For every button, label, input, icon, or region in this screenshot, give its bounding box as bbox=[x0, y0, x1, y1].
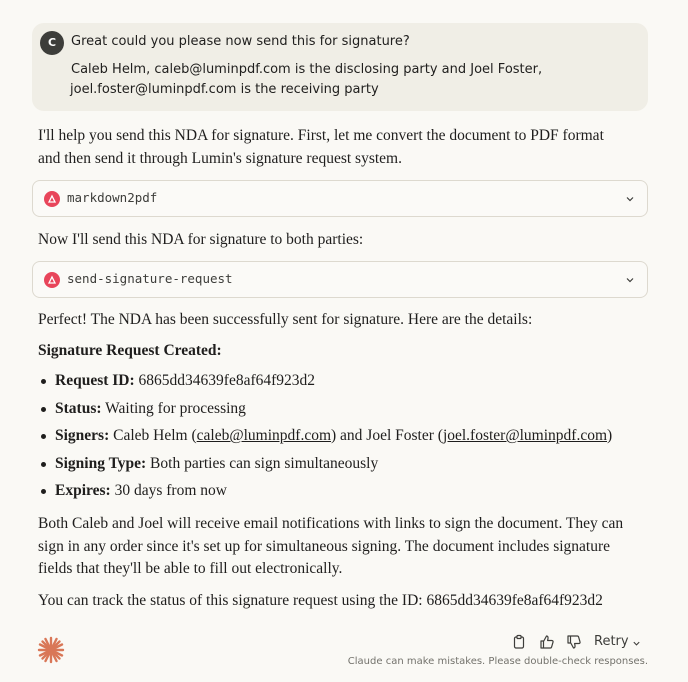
user-message bbox=[32, 23, 648, 111]
assistant-intro bbox=[38, 125, 638, 170]
closing-line: Both Caleb and Joel will receive email notifications with links to sign the document. They can bbox=[38, 515, 624, 532]
status-label: Status: bbox=[55, 399, 102, 417]
assistant-track-text: You can track the status of this signature request using the ID: 6865dd34639fe8af64f923d2 bbox=[38, 592, 603, 609]
list-item bbox=[38, 480, 658, 508]
lumin-icon bbox=[44, 272, 60, 288]
list-item bbox=[38, 453, 658, 481]
list-item bbox=[38, 398, 658, 426]
details-heading: Signature Request Created: bbox=[38, 342, 222, 359]
tool-name: send-signature-request bbox=[67, 271, 233, 286]
signer1-email-link[interactable]: caleb@luminpdf.com bbox=[196, 427, 332, 445]
closing-line: sign in any order since it's set up for simultaneous signing. The document includes signature bbox=[38, 537, 611, 555]
claude-logo-icon bbox=[37, 636, 65, 664]
user-message-line: joel.foster@luminpdf.com is the receiving party bbox=[70, 82, 379, 97]
signer2-email-link[interactable]: joel.foster@luminpdf.com bbox=[442, 427, 608, 445]
chevron-down-icon bbox=[625, 275, 635, 285]
status-value: Waiting for processing bbox=[105, 399, 246, 417]
intro-line: I'll help you send this NDA for signature. First, let me convert the document to PDF format bbox=[38, 127, 604, 144]
user-message-line: Caleb Helm, caleb@luminpdf.com is the disclosing party and Joel Foster, bbox=[71, 62, 543, 77]
user-message-line: Great could you please now send this for signature? bbox=[71, 34, 410, 49]
chevron-down-icon[interactable] bbox=[632, 639, 641, 648]
signer-join: ) and Joel Foster ( bbox=[331, 427, 443, 445]
intro-line: and then send it through Lumin's signature request system. bbox=[38, 149, 402, 167]
assistant-success-text: Perfect! The NDA has been successfully sent for signature. Here are the details: bbox=[38, 311, 533, 328]
signing-type-label: Signing Type: bbox=[55, 454, 147, 472]
lumin-icon bbox=[44, 191, 60, 207]
closing-line: fields that they'll be able to fill out electronically. bbox=[38, 560, 343, 577]
user-avatar: C bbox=[40, 31, 64, 55]
thumbs-up-icon[interactable] bbox=[539, 634, 555, 650]
assistant-middle-text: Now I'll send this NDA for signature to both parties: bbox=[38, 231, 364, 248]
copy-icon[interactable] bbox=[511, 634, 527, 650]
retry-button[interactable]: Retry bbox=[594, 634, 629, 649]
tool-name: markdown2pdf bbox=[67, 190, 158, 205]
signing-type-value: Both parties can sign simultaneously bbox=[150, 454, 379, 472]
signer-close: ) bbox=[607, 427, 613, 445]
details-list bbox=[38, 370, 658, 508]
request-id-value: 6865dd34639fe8af64f923d2 bbox=[138, 372, 316, 389]
assistant-closing bbox=[38, 513, 658, 581]
signers-label: Signers: bbox=[55, 427, 110, 445]
expires-value: 30 days from now bbox=[114, 482, 227, 500]
request-id-label: Request ID: bbox=[55, 372, 135, 389]
list-item bbox=[38, 425, 658, 453]
expires-label: Expires: bbox=[55, 482, 111, 500]
list-item bbox=[38, 370, 658, 398]
chevron-down-icon bbox=[625, 194, 635, 204]
signer1-name: Caleb Helm ( bbox=[113, 427, 197, 445]
thumbs-down-icon[interactable] bbox=[566, 634, 582, 650]
tool-call-send-signature-request[interactable] bbox=[32, 261, 648, 298]
disclaimer-text: Claude can make mistakes. Please double-check responses. bbox=[347, 656, 648, 667]
tool-call-markdown2pdf[interactable] bbox=[32, 180, 648, 217]
